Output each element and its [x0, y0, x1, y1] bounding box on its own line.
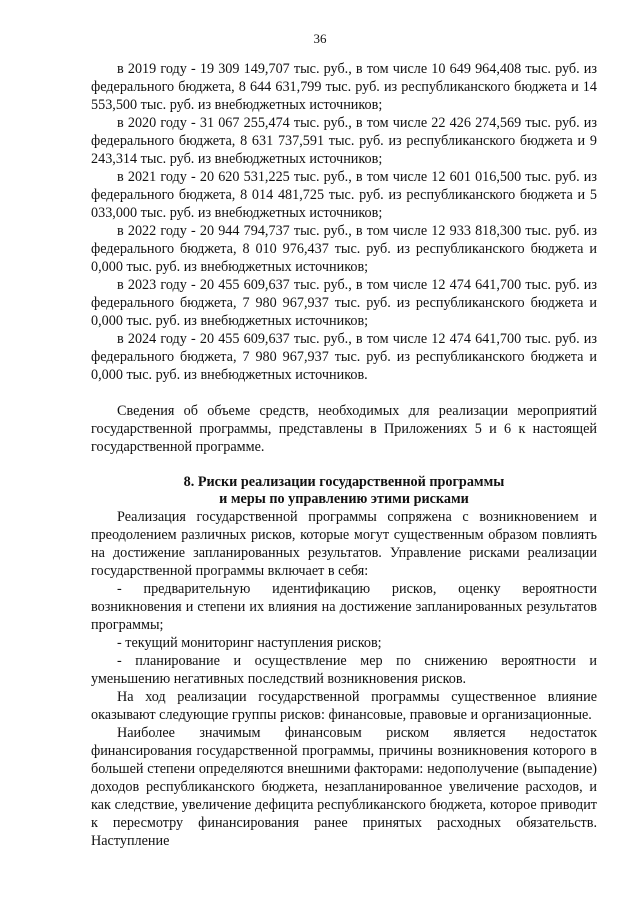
- financial-risk-paragraph: Наиболее значимым финансовым риском является недостаток финансирования государственной программы, причины возникновения которого в большей степени определяются внешними факторами: недополучение (выпадение) доходов республиканского бюджета, незапланированное увеличение расходов, и как следствие, увеличение дефицита республиканского бюджета, которое приводит к пересмотру финансирования ранее принятых расходных обязательств. Наступление: [91, 725, 597, 849]
- funding-2020: в 2020 году - 31 067 255,474 тыс. руб., в том числе 22 426 274,569 тыс. руб. из федерального бюджета, 8 631 737,591 тыс. руб. из республиканского бюджета и 9 243,314 тыс. руб. из внебюджетных источников;: [91, 115, 597, 167]
- funding-2019: в 2019 году - 19 309 149,707 тыс. руб., в том числе 10 649 964,408 тыс. руб. из федерального бюджета, 8 644 631,799 тыс. руб. из республиканского бюджета и 14 553,500 тыс. руб. из внебюджетных источников;: [91, 61, 597, 113]
- spacer: [91, 456, 597, 474]
- page-number: 36: [313, 31, 327, 46]
- risk-bullet-planning: - планирование и осуществление мер по снижению вероятности и уменьшению негативных последствий возникновения рисков.: [91, 653, 597, 687]
- funding-2021: в 2021 году - 20 620 531,225 тыс. руб., в том числе 12 601 016,500 тыс. руб. из федерального бюджета, 8 014 481,725 тыс. руб. из республиканского бюджета и 5 033,000 тыс. руб. из внебюджетных источников;: [91, 169, 597, 221]
- risk-groups-paragraph: На ход реализации государственной программы существенное влияние оказывают следующие группы рисков: финансовые, правовые и организационные.: [91, 689, 597, 723]
- funding-2022: в 2022 году - 20 944 794,737 тыс. руб., в том числе 12 933 818,300 тыс. руб. из федерального бюджета, 8 010 976,437 тыс. руб. из республиканского бюджета и 0,000 тыс. руб. из внебюджетных источников;: [91, 223, 597, 275]
- funding-2024: в 2024 году - 20 455 609,637 тыс. руб., в том числе 12 474 641,700 тыс. руб. из федерального бюджета, 7 980 967,937 тыс. руб. из республиканского бюджета и 0,000 тыс. руб. из внебюджетных источников.: [91, 331, 597, 383]
- risks-intro-paragraph: Реализация государственной программы сопряжена с возникновением и преодолением различных рисков, которые могут существенным образом повлиять на достижение запланированных результатов. Управление рисками реализации государственной программы включает в себя:: [91, 509, 597, 579]
- section-heading-line-1: 8. Риски реализации государственной программы: [183, 474, 505, 490]
- funding-2023: в 2023 году - 20 455 609,637 тыс. руб., в том числе 12 474 641,700 тыс. руб. из федерального бюджета, 7 980 967,937 тыс. руб. из республиканского бюджета и 0,000 тыс. руб. из внебюджетных источников;: [91, 277, 597, 329]
- risk-bullet-identification: - предварительную идентификацию рисков, оценку вероятности возникновения и степени их влияния на достижение запланированных результатов программы;: [91, 581, 597, 633]
- summary-paragraph: Сведения об объеме средств, необходимых для реализации мероприятий государственной программы, представлены в Приложениях 5 и 6 к настоящей государственной программе.: [91, 403, 597, 455]
- section-heading-line-2: и меры по управлению этими рисками: [219, 491, 469, 507]
- risk-bullet-monitoring: - текущий мониторинг наступления рисков;: [117, 635, 382, 651]
- spacer: [91, 384, 597, 402]
- document-body: [91, 60, 597, 850]
